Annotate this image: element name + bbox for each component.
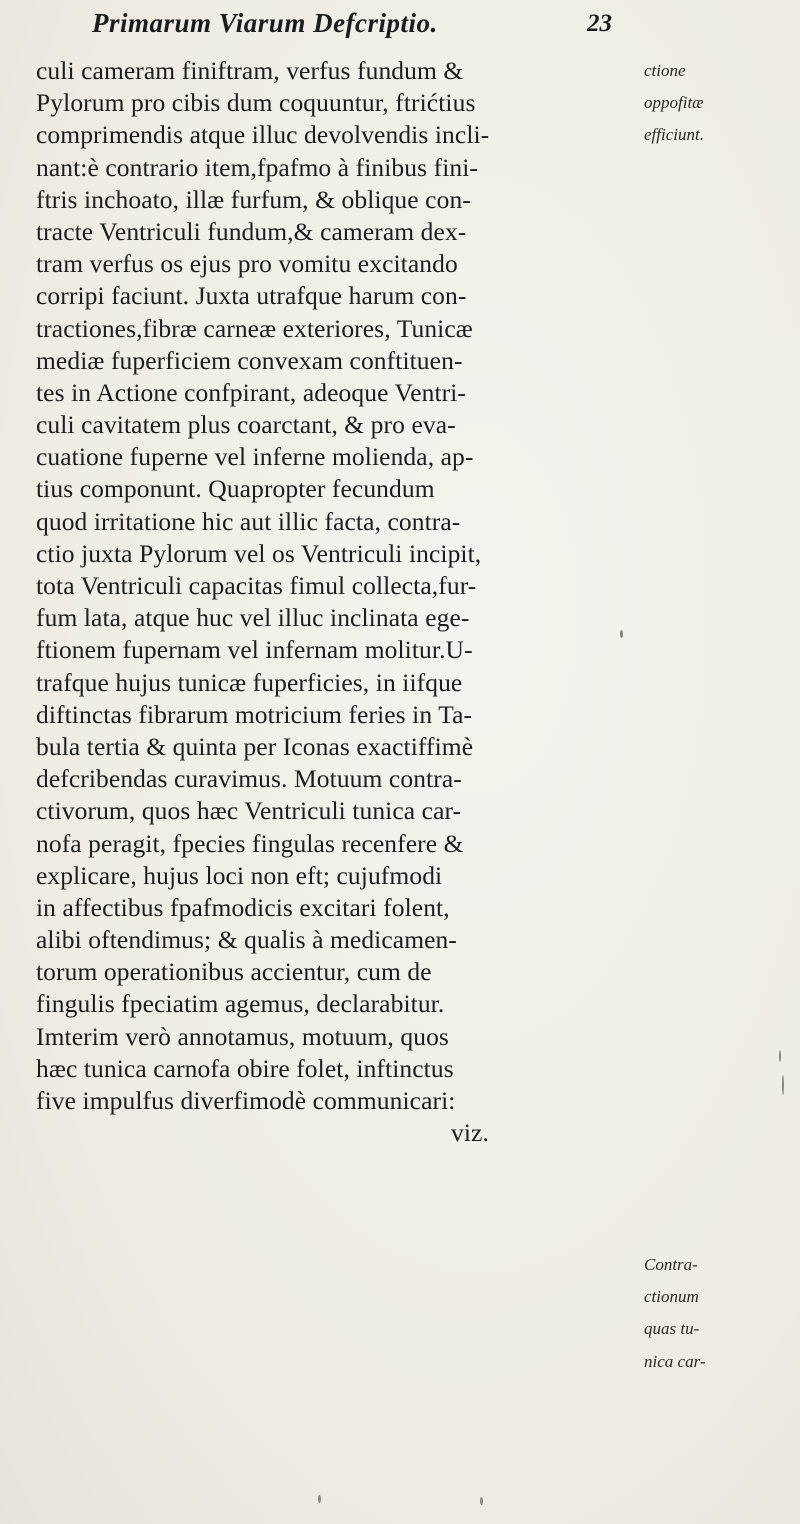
text-line: Imterim verò annotamus, motuum, quos [36,1021,449,1051]
paper-speck [779,1050,781,1062]
text-line: cuatione fuperne vel inferne molienda, ap- [36,442,474,472]
text-line: Pylorum pro cibis dum coquuntur, ftrićtius [36,88,476,118]
text-line: tius componunt. Quapropter fecundum [36,474,435,504]
text-line: explicare, hujus loci non eft; cujufmodi [36,860,443,890]
text-line: alibi oftendimus; & qualis à medicamen- [36,925,458,955]
margin-note-line: oppofitæ [644,93,704,113]
text-line: ctio juxta Pylorum vel os Ventriculi incipit, [36,538,482,568]
paper-speck [318,1495,321,1503]
text-line: tes in Actione confpirant, adeoque Ventri- [36,377,467,407]
paper-speck [480,1497,483,1505]
margin-note-line: ctione [644,61,686,80]
text-line: ftionem fupernam vel infernam molitur.U- [36,635,473,665]
page-header [92,8,612,48]
running-title: Primarum Viarum Defcriptio. [92,8,438,38]
margin-note-line: quas tu- [644,1319,700,1339]
text-line: torum operationibus accientur, cum de [36,957,432,987]
main-text-block [36,55,626,1149]
text-line: culi cavitatem plus coarctant, & pro eva- [36,410,456,440]
text-line: trafque hujus tunicæ fuperficies, in iifque [36,667,463,697]
margin-note-line: nica car- [644,1351,706,1371]
margin-note-bottom [644,1249,794,1378]
text-line: tram verfus os ejus pro vomitu excitando [36,249,458,279]
paper-speck [782,1075,784,1095]
text-line: nant:è contrario item,fpafmo à finibus fini- [36,152,479,182]
margin-note-line: efficiunt. [644,125,704,145]
text-line: defcribendas curavimus. Motuum contra- [36,764,462,794]
text-line: fum lata, atque huc vel illuc inclinata ege- [36,603,470,633]
text-line: tractiones,fibræ carneæ exteriores, Tunicæ [36,313,473,343]
text-line: viz. [451,1118,489,1148]
text-line: five impulfus diverfimodè communicari: [36,1086,456,1115]
text-line: nofa peragit, fpecies fingulas recenfere & [36,828,464,858]
text-line: hæc tunica carnofa obire folet, inftinctus [36,1053,454,1083]
text-line: ctivorum, quos hæc Ventriculi tunica car- [36,796,462,826]
page-number: 23 [587,10,612,37]
text-line: mediæ fuperficiem convexam conftituen- [36,345,463,375]
text-line: corripi faciunt. Juxta utrafque harum con- [36,281,467,311]
text-line: ftris inchoato, illæ furfum, & oblique con- [36,184,471,214]
text-line: comprimendis atque illuc devolvendis incli- [36,120,490,150]
text-line: fingulis fpeciatim agemus, declarabitur. [36,989,445,1019]
text-line: bula tertia & quinta per Iconas exactiffimè [36,731,474,761]
margin-note-line: Contra- [644,1255,698,1274]
text-line: tracte Ventriculi fundum,& cameram dex- [36,216,467,246]
text-line: culi cameram finiftram, verfus fundum & [36,56,464,85]
text-line: diftinctas fibrarum motricium feries in Ta- [36,699,473,729]
paper-speck [620,630,623,638]
text-line: in affectibus fpafmodicis excitari folent, [36,892,450,922]
margin-note-top [644,55,794,152]
text-line: tota Ventriculi capacitas fimul collecta,fur- [36,571,477,600]
margin-note-line: ctionum [644,1287,699,1307]
text-line: quod irritatione hic aut illic facta, contra- [36,506,461,536]
